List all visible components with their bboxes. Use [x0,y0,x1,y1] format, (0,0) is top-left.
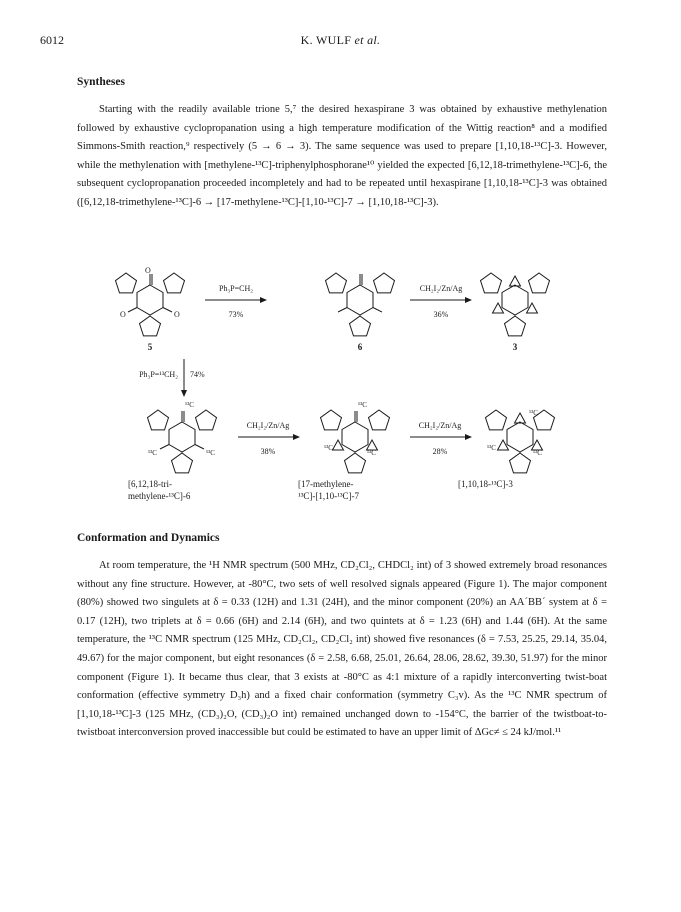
caption-labeled-7 [298,478,418,502]
atom-o-right: O [174,310,180,319]
yield-down: 74% [190,370,205,379]
caption-labeled-3: [1,10,18-¹³C]-3 [458,479,513,489]
caption-a-line2: methylene-¹³C]-6 [128,491,191,501]
running-title-suffix: et al. [351,33,381,47]
syntheses-paragraph: Starting with the readily available trione 5,⁷ the desired hexaspirane 3 was obtained by exhaustive methylenation followed by exhaustive cyclopropanation using a high temperature modification of the Wittig reaction⁸ and a modified Simmons-Smith reaction,⁹ respectively (5 → 6 → 3). The same sequence was used to prepare [1,10,18-¹³C]-3. However, while the methylenation with [methylene-¹³C]-triphenylphosphorane¹⁰ yielded the expected [6,12,18-trimethylene-¹³C]-6, the subsequent cyclopropanation proceeded incompletely and had to be repeated until hexaspirane [1,10,18-¹³C]-3 was obtained ([6,12,18-trimethylene-¹³C]-6 → [17-methylene-¹³C]-[1,10-¹³C]-7 → [1,10,18-¹³C]-3). [77,104,607,208]
label-13c-c1: ¹³C [529,409,538,417]
reagent-top-2: CH₂I₂/Zn/Ag [419,284,463,293]
structure-3 [481,273,550,336]
yield-bottom-1: 38% [260,447,276,456]
caption-b-line2: ¹³C]-[1,10-¹³C]-7 [298,491,360,501]
caption-a-line1: [6,12,18-tri- [128,479,172,489]
caption-b-line1: [17-methylene- [298,479,354,489]
reagent-down: Ph₃P=¹³CH₂ [139,370,178,379]
structure-6 [326,273,395,336]
conformation-paragraph: At room temperature, the ¹H NMR spectrum (500 MHz, CD₂Cl₂, CHDCl₂ int) of 3 showed extremely broad resonances without any fine structure. However, at -80°C, two sets of well resolved signals appeared (Figure 1). The major component (80%) showed two singulets at δ = 0.33 (12H) and 1.31 (24H), and the minor component (20%) an AA´BB´ system at δ = 0.17 (12H), two triplets at δ = 0.66 (6H) and 2.14 (6H), and two quintets at δ = 1.23 (6H) and 1.44 (6H). At the same temperature, the ¹³C NMR spectrum (125 MHz, CD₂Cl₂, CD₂Cl₂ int) showed five resonances (δ = 7.53, 25.25, 29.14, 35.04, 49.67) for the major component, but eight resonances (δ = 2.58, 6.68, 25.01, 26.64, 28.06, 28.62, 39.30, 51.97) for the minor component (Figure 1). It became thus clear, that 3 exists at -80°C as 4:1 mixture of a rapidly interconverting twist-boat conformation (effective symmetry D₃h) and a fixed chair conformation (symmetry C₃v). As the ¹³C NMR spectrum of [1,10,18-¹³C]-3 (125 MHz, (CD₃)₂O, (CD₃)₂O int) remained unchanged down to -154°C, the barrier of the twistboat-to-twistboat interconversion proved inaccessible but could be estimated to have an upper limit of ΔGc≠ ≤ 24 kJ/mol.¹¹ [77,560,607,739]
page-number: 6012 [40,33,64,47]
structure-5 [116,273,185,336]
reagent-top-1: Ph₃P=CH₂ [218,284,254,293]
label-5: 5 [147,342,153,352]
yield-top-2: 36% [433,310,449,319]
structure-labeled-7 [321,410,390,473]
reagent-bottom-1: CH₂I₂/Zn/Ag [246,421,290,430]
syntheses-heading: Syntheses [77,76,125,88]
atom-o-left: O [120,310,126,319]
structure-labeled-3 [486,410,555,473]
label-3: 3 [512,342,518,352]
label-6: 6 [357,342,363,352]
atom-o-top: O [145,266,151,275]
label-13c-a3: ¹³C [206,449,215,457]
conformation-heading: Conformation and Dynamics [77,532,220,544]
running-header [0,33,681,48]
label-13c-b2: ¹³C [324,444,333,452]
yield-top-1: 73% [228,310,244,319]
yield-bottom-2: 28% [432,447,448,456]
caption-labeled-6 [128,478,248,502]
label-13c-a1: ¹³C [185,401,194,409]
reagent-bottom-2: CH₂I₂/Zn/Ag [418,421,462,430]
running-title-caps: ULF [327,33,352,47]
label-13c-c3: ¹³C [533,449,542,457]
running-title-prefix: K. W [300,33,328,47]
label-13c-a2: ¹³C [148,449,157,457]
label-13c-c2: ¹³C [487,444,496,452]
structure-labeled-6 [148,410,217,473]
label-13c-b1: ¹³C [358,401,367,409]
label-13c-b3: ¹³C [367,449,376,457]
